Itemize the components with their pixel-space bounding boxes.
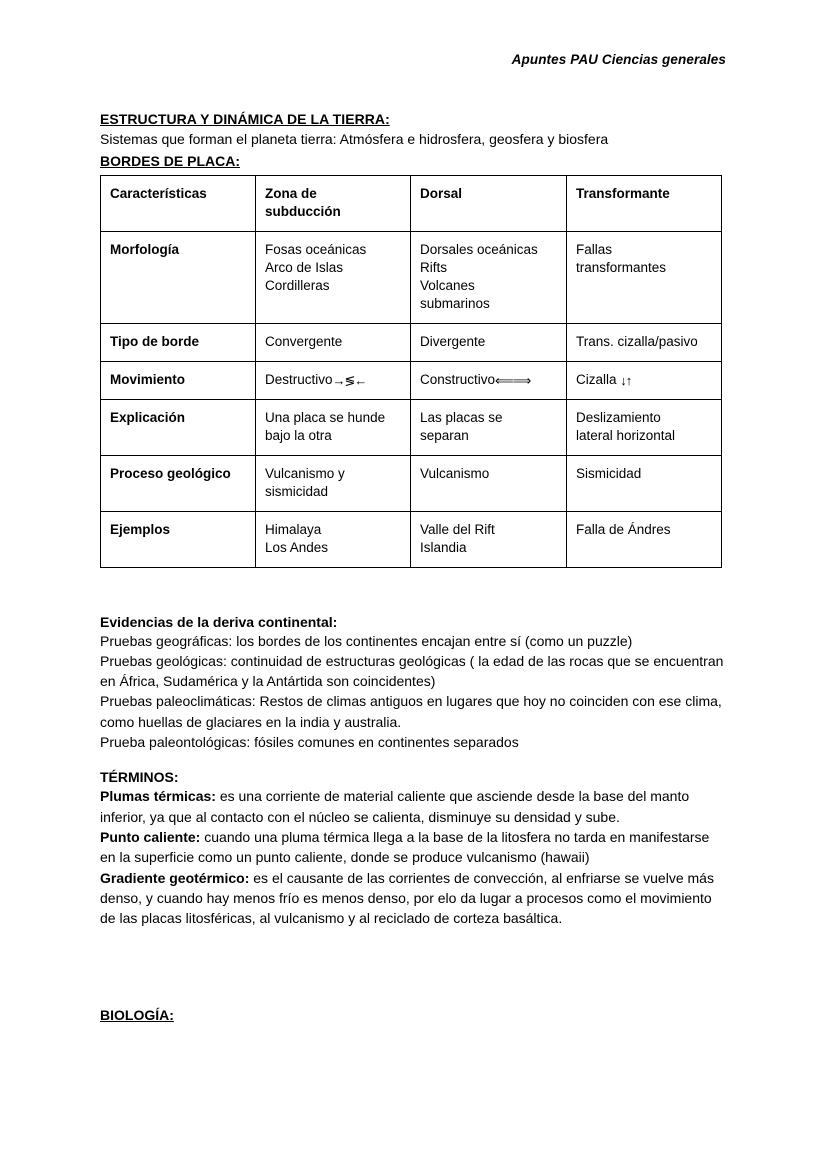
table-header-row (101, 175, 722, 231)
cell-tipo-transformante: Trans. cizalla/pasivo (567, 323, 722, 361)
cell-morfologia-transformante (567, 231, 722, 323)
cell-tipo-dorsal: Divergente (411, 323, 567, 361)
cell-line: Fosas oceánicas (265, 241, 367, 257)
term-name: Punto caliente: (100, 828, 201, 845)
term-definition: es una corriente de material caliente que asciende desde la base del manto inferior, ya que al contacto con el núcleo se calienta, disminuye su densidad y sube. (100, 788, 690, 825)
row-label-ejemplos: Ejemplos (101, 511, 256, 567)
terms-section (100, 769, 728, 928)
term-name: Gradiente geotérmico: (100, 869, 250, 886)
cell-line: Destructivo (265, 371, 333, 387)
term-name: Plumas térmicas: (100, 788, 216, 805)
cell-line: Himalaya (265, 521, 322, 537)
cell-ejemplos-transformante: Falla de Ándres (567, 511, 722, 567)
table-row (101, 399, 722, 455)
cell-line: bajo la otra (265, 427, 332, 443)
evidence-line: Prueba paleontológicas: fósiles comunes en continentes separados (100, 734, 519, 751)
running-header: Apuntes PAU Ciencias generales (511, 52, 726, 67)
header-cell-characteristics: Características (101, 175, 256, 231)
cell-line: Cizalla (576, 371, 617, 387)
cell-movimiento-dorsal (411, 361, 567, 399)
table-title: BORDES DE PLACA: (100, 152, 241, 169)
header-cell-subduction (256, 175, 411, 231)
page-title: ESTRUCTURA Y DINÁMICA DE LA TIERRA: (100, 111, 390, 127)
cell-line: Los Andes (265, 539, 329, 555)
cell-morfologia-subduccion (256, 231, 411, 323)
cell-line: Islandia (420, 539, 467, 555)
row-label-explicacion: Explicación (101, 399, 256, 455)
cell-line: Deslizamiento (576, 409, 661, 425)
term-item (100, 868, 728, 929)
term-definition: cuando una pluma térmica llega a la base de la litosfera no tarda en manifestarse en la superficie como un punto caliente, donde se produce vulcanismo (hawaii) (100, 828, 710, 866)
cell-line: Constructivo (420, 371, 496, 387)
cell-ejemplos-dorsal (411, 511, 567, 567)
cell-movimiento-subduccion (256, 361, 411, 399)
divergent-arrows-icon: ⟸⟹ (495, 372, 531, 388)
term-definition: es el causante de las corrientes de convección, al enfriarse se vuelve más denso, y cuando hay menos frío es menos denso, por elo da lugar a procesos como el movimiento de las placas litosféricas, al vulcanismo y al reciclado de corteza basáltica. (100, 869, 714, 927)
evidence-line: Pruebas paleoclimáticas: Restos de climas antiguos en lugares que hoy no coinciden con ese clima, como huellas de glaciares en la india y australia. (100, 693, 722, 730)
evidence-title: Evidencias de la deriva continental: (100, 613, 338, 630)
cell-line: transformantes (576, 259, 667, 275)
terms-title: TÉRMINOS: (100, 769, 179, 786)
term-item (100, 786, 728, 827)
cell-line: Las placas se (420, 409, 503, 425)
cell-movimiento-transformante (567, 361, 722, 399)
row-label-tipo-de-borde: Tipo de borde (101, 323, 256, 361)
section-subtitle: Sistemas que forman el planeta tierra: Atmósfera e hidrosfera, geosfera y biosfera (100, 131, 609, 147)
cell-line: Valle del Rift (420, 521, 495, 537)
cell-line: Una placa se hunde (265, 409, 386, 425)
evidence-section (100, 614, 728, 753)
table-row (101, 455, 722, 511)
row-label-morfologia: Morfología (101, 231, 256, 323)
header-cell-transform: Transformante (567, 175, 722, 231)
term-item (100, 827, 728, 868)
cell-proceso-subduccion (256, 455, 411, 511)
cell-ejemplos-subduccion (256, 511, 411, 567)
cell-explicacion-transformante (567, 399, 722, 455)
evidence-line: Pruebas geológicas: continuidad de estructuras geológicas ( la edad de las rocas que se encuentran en África, Sudamérica y la Antártida son coincidentes) (100, 652, 724, 690)
table-row (101, 323, 722, 361)
cell-line: Arco de Islas (265, 259, 344, 275)
plate-borders-table (100, 175, 722, 568)
cell-line: Fallas (576, 241, 613, 257)
cell-morfologia-dorsal (411, 231, 567, 323)
cell-line: Vulcanismo y (265, 465, 345, 481)
table-row (101, 361, 722, 399)
header-subduction-line2: subducción (265, 203, 341, 219)
biologia-heading: BIOLOGÍA: (100, 1007, 174, 1024)
shear-arrows-icon: ↓↑ (620, 372, 632, 388)
cell-line: Rifts (420, 259, 447, 275)
cell-proceso-transformante: Sismicidad (567, 455, 722, 511)
row-label-movimiento: Movimiento (101, 361, 256, 399)
header-subduction-line1: Zona de (265, 185, 317, 201)
cell-tipo-subduccion: Convergente (256, 323, 411, 361)
cell-proceso-dorsal: Vulcanismo (411, 455, 567, 511)
table-row (101, 511, 722, 567)
convergent-arrows-icon: →≶← (332, 372, 367, 388)
cell-line: Volcanes (420, 277, 475, 293)
cell-line: Cordilleras (265, 277, 330, 293)
evidence-line: Pruebas geográficas: los bordes de los continentes encajan entre sí (como un puzzle) (100, 632, 633, 649)
cell-line: submarinos (420, 295, 490, 311)
cell-line: separan (420, 427, 469, 443)
cell-explicacion-subduccion (256, 399, 411, 455)
cell-explicacion-dorsal (411, 399, 567, 455)
cell-line: sismicidad (265, 483, 329, 499)
cell-line: lateral horizontal (576, 427, 676, 443)
header-cell-dorsal: Dorsal (411, 175, 567, 231)
row-label-proceso-geologico: Proceso geológico (101, 455, 256, 511)
cell-line: Dorsales oceánicas (420, 241, 538, 257)
table-row (101, 231, 722, 323)
